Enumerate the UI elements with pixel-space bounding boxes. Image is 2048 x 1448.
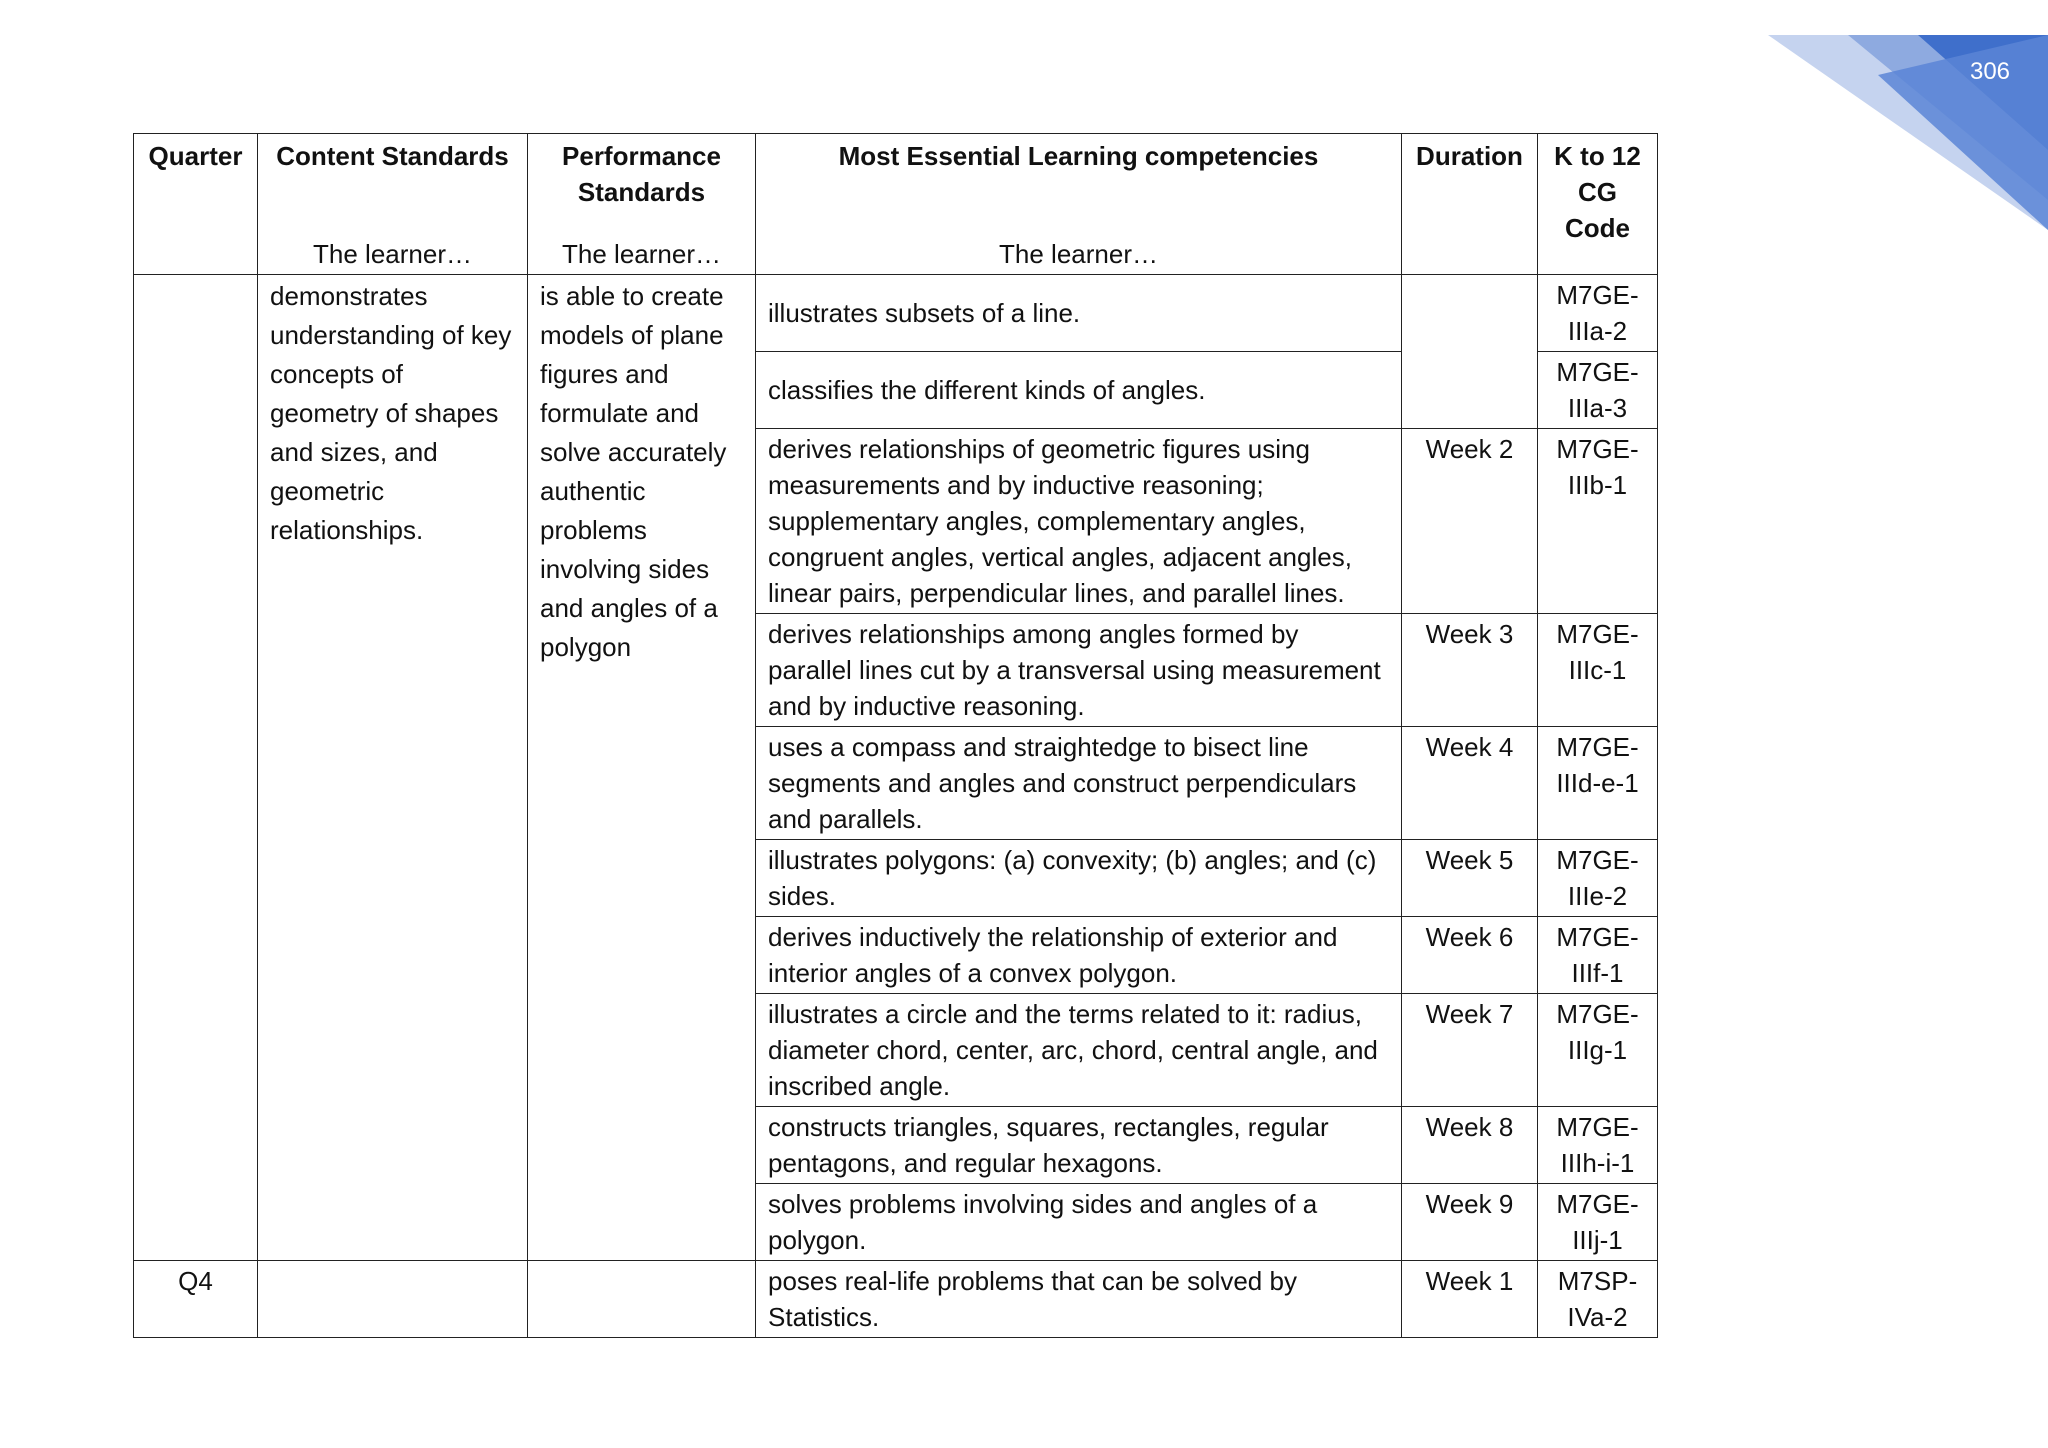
code-cell: M7GE-IIIj-1 <box>1538 1184 1658 1261</box>
competency-cell: derives inductively the relationship of exterior and interior angles of a convex polygon. <box>756 917 1402 994</box>
code-cell: M7GE-IIIh-i-1 <box>1538 1107 1658 1184</box>
header-content-sub: The learner… <box>313 239 472 269</box>
competency-cell: constructs triangles, squares, rectangles, regular pentagons, and regular hexagons. <box>756 1107 1402 1184</box>
competency-cell: uses a compass and straightedge to bisect line segments and angles and construct perpendiculars and parallels. <box>756 727 1402 840</box>
code-cell: M7GE-IIIa-2 <box>1538 275 1658 352</box>
header-row <box>134 134 1658 275</box>
competency-cell: classifies the different kinds of angles. <box>756 352 1402 429</box>
header-melc-sub: The learner… <box>999 239 1158 269</box>
duration-cell: Week 4 <box>1402 727 1538 840</box>
quarter-cell: Q4 <box>134 1261 258 1338</box>
content-standard-cell <box>258 1261 528 1338</box>
header-performance-sub: The learner… <box>562 239 721 269</box>
duration-cell: Week 7 <box>1402 994 1538 1107</box>
competency-cell: illustrates subsets of a line. <box>756 275 1402 352</box>
duration-cell: Week 5 <box>1402 840 1538 917</box>
performance-standard-cell <box>528 1261 756 1338</box>
code-cell: M7GE-IIId-e-1 <box>1538 727 1658 840</box>
table-row-q4 <box>134 1261 1658 1338</box>
corner-decoration <box>1728 0 2048 240</box>
quarter-cell <box>134 275 258 1261</box>
code-cell: M7GE-IIIb-1 <box>1538 429 1658 614</box>
header-melc: Most Essential Learning competencies The learner… <box>756 134 1402 275</box>
page-number: 306 <box>1969 58 2011 85</box>
header-duration: Duration <box>1402 134 1538 275</box>
competency-cell: derives relationships among angles formed by parallel lines cut by a transversal using measurement and by inductive reasoning. <box>756 614 1402 727</box>
code-cell: M7GE-IIIf-1 <box>1538 917 1658 994</box>
code-cell: M7GE-IIIg-1 <box>1538 994 1658 1107</box>
duration-cell <box>1402 275 1538 429</box>
competency-cell: illustrates a circle and the terms related to it: radius, diameter chord, center, arc, chord, central angle, and inscribed angle. <box>756 994 1402 1107</box>
competency-cell: derives relationships of geometric figures using measurements and by inductive reasoning; supplementary angles, complementary angles, congruent angles, vertical angles, adjacent angles, linear pairs, perpendicular lines, and parallel lines. <box>756 429 1402 614</box>
duration-cell: Week 9 <box>1402 1184 1538 1261</box>
table-row <box>134 275 1658 352</box>
duration-cell: Week 3 <box>1402 614 1538 727</box>
header-content-standards: Content Standards The learner… <box>258 134 528 275</box>
header-performance-standards: Performance Standards The learner… <box>528 134 756 275</box>
competency-cell: solves problems involving sides and angles of a polygon. <box>756 1184 1402 1261</box>
competency-cell: illustrates polygons: (a) convexity; (b) angles; and (c) sides. <box>756 840 1402 917</box>
curriculum-table <box>133 133 1658 1338</box>
competency-cell: poses real-life problems that can be solved by Statistics. <box>756 1261 1402 1338</box>
duration-cell: Week 2 <box>1402 429 1538 614</box>
code-cell: M7SP-IVa-2 <box>1538 1261 1658 1338</box>
duration-cell: Week 1 <box>1402 1261 1538 1338</box>
code-cell: M7GE-IIIe-2 <box>1538 840 1658 917</box>
header-cg-code: K to 12 CG Code <box>1538 134 1658 275</box>
duration-cell: Week 8 <box>1402 1107 1538 1184</box>
code-cell: M7GE-IIIa-3 <box>1538 352 1658 429</box>
content-standard-cell: demonstrates understanding of key concepts of geometry of shapes and sizes, and geometric relationships. <box>258 275 528 1261</box>
header-quarter: Quarter <box>134 134 258 275</box>
duration-cell: Week 6 <box>1402 917 1538 994</box>
code-cell: M7GE-IIIc-1 <box>1538 614 1658 727</box>
performance-standard-cell: is able to create models of plane figures and formulate and solve accurately authentic problems involving sides and angles of a polygon <box>528 275 756 1261</box>
